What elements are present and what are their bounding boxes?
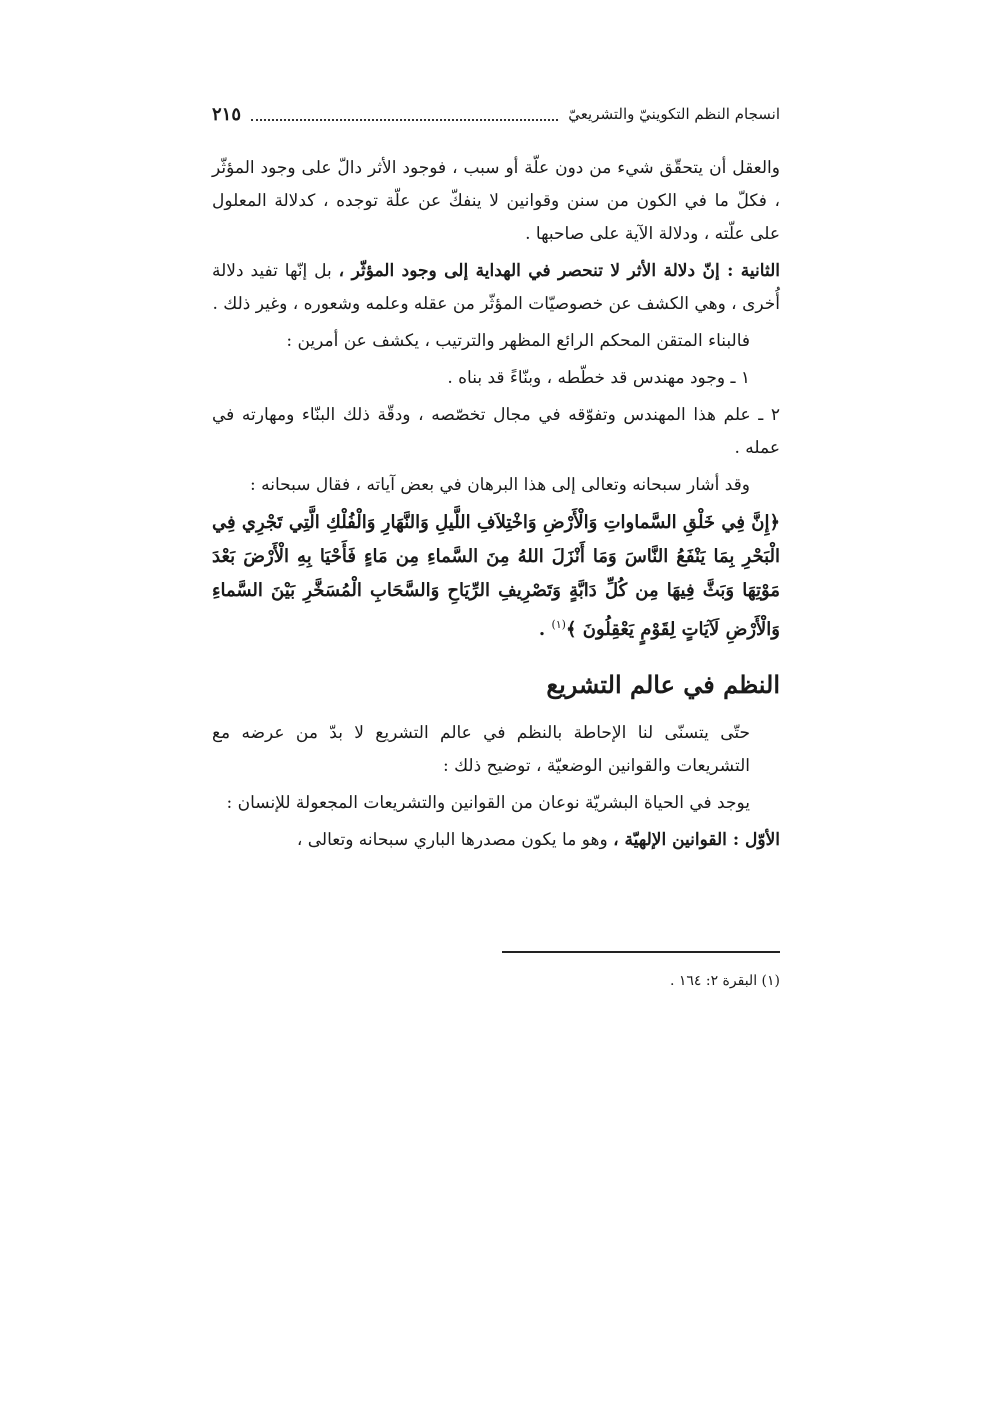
header-dot-leader	[251, 119, 558, 121]
paragraph-2	[212, 255, 780, 321]
page-body	[212, 152, 780, 861]
paragraph-6: يوجد في الحياة البشريّة نوعان من القوانين والتشريعات المجعولة للإنسان :	[226, 793, 750, 813]
paragraph-7	[212, 824, 780, 857]
paragraph-3: فالبناء المتقن المحكم الرائع المظهر والترتيب ، يكشف عن أمرين :	[286, 331, 750, 351]
paragraph-7-rest: وهو ما يكون مصدرها الباري سبحانه وتعالى ،	[296, 830, 614, 850]
list-item-2: ٢ ـ علم هذا المهندس وتفوّقه في مجال تخصّصه ، ودقّة ذلك البنّاء ومهارته في عمله .	[212, 405, 780, 458]
paragraph-4: وقد أشار سبحانه وتعالى إلى هذا البرهان في بعض آياته ، فقال سبحانه :	[249, 475, 750, 495]
footnote-reference[interactable]: (١)	[551, 618, 566, 631]
footnote: (١) البقرة ٢: ١٦٤ .	[669, 973, 780, 989]
section-heading: النظم في عالم التشريع	[546, 670, 780, 699]
footnote-divider	[502, 951, 780, 953]
paragraph-7-lead: الأوّل : القوانين الإلهيّة ،	[613, 830, 780, 850]
paragraph-5: حتّى يتسنّى لنا الإحاطة بالنظم في عالم التشريع لا بدّ من عرضه مع التشريعات والقوانين الوضعيّة ، توضيح ذلك :	[212, 723, 750, 776]
paragraph-2-rest: بل إنّها تفيد دلالة أُخرى ، وهي الكشف عن خصوصيّات المؤثّر من عقله وعلمه وشعوره ، وغير ذلك .	[212, 261, 780, 314]
quran-verse: ﴿إِنَّ فِي خَلْقِ السَّماواتِ وَالْأَرْضِ وَاخْتِلاَفِ اللَّيلِ وَالنَّهَارِ وَالْفُلْكِ الَّتِي تَجْرِي فِي الْبَحْرِ بِمَا يَنْفَعُ النَّاسَ وَمَا أَنْزَلَ اللهُ مِنَ السَّماءِ مِن مَاءٍ فَأَحْيَا بِهِ الْأَرْضَ بَعْدَ مَوْتِهَا وَبَثَّ فِيهَا مِن كُلِّ دَابَّةٍ وَتَصْرِيفِ الرِّيَاحِ وَالسَّحَابِ الْمُسَخَّرِ بَيْنَ السَّماءِ وَالْأَرْضِ لَآيَاتٍ لِقَوْمٍ يَعْقِلُونَ ﴾$^{(١)}$ .	[212, 512, 780, 640]
paragraph-2-lead: الثانية : إنّ دلالة الأثر لا تنحصر في الهداية إلى وجود المؤثّر ،	[338, 261, 780, 281]
quran-verse-text: ﴿إِنَّ فِي خَلْقِ السَّماواتِ وَالْأَرْضِ وَاخْتِلاَفِ اللَّيلِ وَالنَّهَارِ وَالْفُلْكِ الَّتِي تَجْرِي فِي الْبَحْرِ بِمَا يَنْفَعُ النَّاسَ وَمَا أَنْزَلَ اللهُ مِنَ السَّماءِ مِن مَاءٍ فَأَحْيَا بِهِ الْأَرْضَ بَعْدَ مَوْتِهَا وَبَثَّ فِيهَا مِن كُلِّ دَابَّةٍ وَتَصْرِيفِ الرِّيَاحِ وَالسَّحَابِ الْمُسَخَّرِ بَيْنَ السَّماءِ وَالْأَرْضِ لَآيَاتٍ لِقَوْمٍ يَعْقِلُونَ ﴾	[212, 512, 780, 640]
running-title: انسجام النظم التكوينيّ والتشريعيّ	[568, 105, 780, 123]
paragraph-1: والعقل أن يتحقّق شيء من دون علّة أو سبب ، فوجود الأثر دالّ على وجود المؤثّر ، فكلّ ما في الكون من سنن وقوانين لا ينفكّ عن علّة توجده ، كدلالة المعلول على علّته ، ودلالة الآية على صاحبها .	[212, 158, 780, 244]
list-item-1: ١ ـ وجود مهندس قد خطّطه ، وبنّاءً قد بناه .	[447, 368, 750, 388]
page-number: ٢١٥	[212, 103, 242, 125]
page-header	[212, 96, 780, 132]
